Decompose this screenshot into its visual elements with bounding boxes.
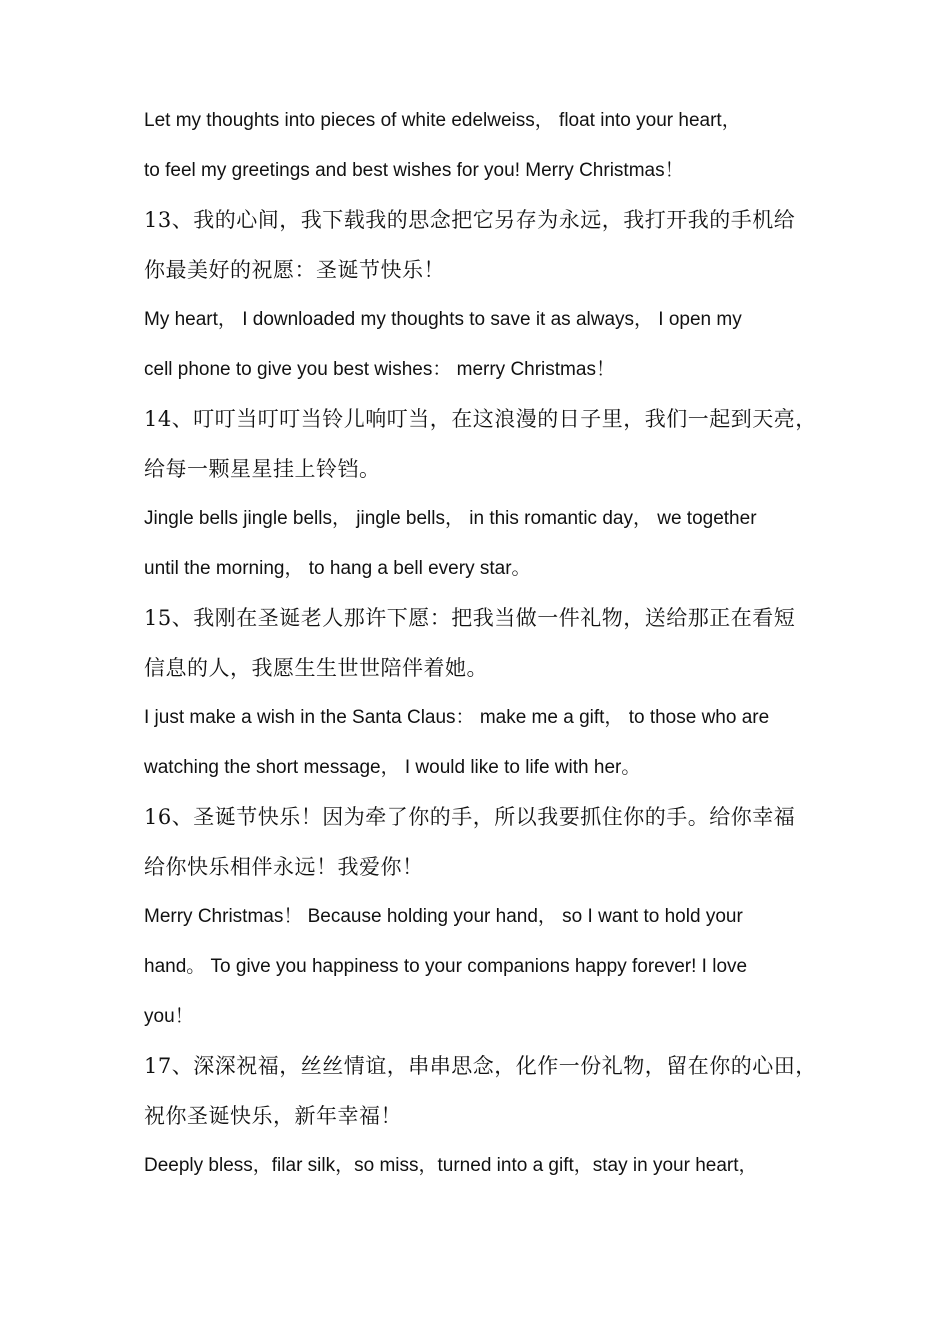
text-line: to feel my greetings and best wishes for you! Merry Christmas！ — [144, 160, 684, 181]
text-line: hand。 To give you happiness to your companions happy forever! I love — [144, 956, 748, 977]
text-line: 15、我刚在圣诞老人那许下愿：把我当做一件礼物，送给那正在看短 — [144, 606, 796, 630]
text-line: 17、深深祝福，丝丝情谊，串串思念，化作一份礼物，留在你的心田， — [144, 1054, 817, 1078]
text-line: Jingle bells jingle bells， jingle bells， in this romantic day， we together — [144, 508, 757, 529]
text-line: I just make a wish in the Santa Claus： make me a gift， to those who are — [144, 707, 770, 728]
text-line: Deeply bless，filar silk，so miss，turned into a gift，stay in your heart， — [144, 1155, 758, 1176]
text-line: 给你快乐相伴永远！我爱你！ — [144, 855, 424, 879]
text-line: Let my thoughts into pieces of white edelweiss， float into your heart， — [144, 110, 741, 131]
text-line: 14、叮叮当叮叮当铃儿响叮当，在这浪漫的日子里，我们一起到天亮， — [144, 407, 817, 431]
text-line: 祝你圣诞快乐，新年幸福！ — [144, 1104, 402, 1128]
text-line: Merry Christmas！ Because holding your hand， so I want to hold your — [144, 906, 743, 927]
text-line: My heart， I downloaded my thoughts to save it as always， I open my — [144, 309, 742, 330]
text-line: 你最美好的祝愿：圣诞节快乐！ — [144, 258, 445, 282]
text-line: 16、圣诞节快乐！因为牵了你的手，所以我要抓住你的手。给你幸福 — [144, 805, 796, 829]
text-line: 13、我的心间，我下载我的思念把它另存为永远，我打开我的手机给 — [144, 208, 796, 232]
text-line: cell phone to give you best wishes： merry Christmas！ — [144, 359, 615, 380]
text-line: you！ — [144, 1006, 194, 1027]
text-line: watching the short message， I would like to life with her。 — [144, 757, 641, 778]
text-line: 信息的人，我愿生生世世陪伴着她。 — [144, 656, 488, 680]
text-line: until the morning， to hang a bell every star。 — [144, 558, 531, 579]
text-line: 给每一颗星星挂上铃铛。 — [144, 457, 381, 481]
